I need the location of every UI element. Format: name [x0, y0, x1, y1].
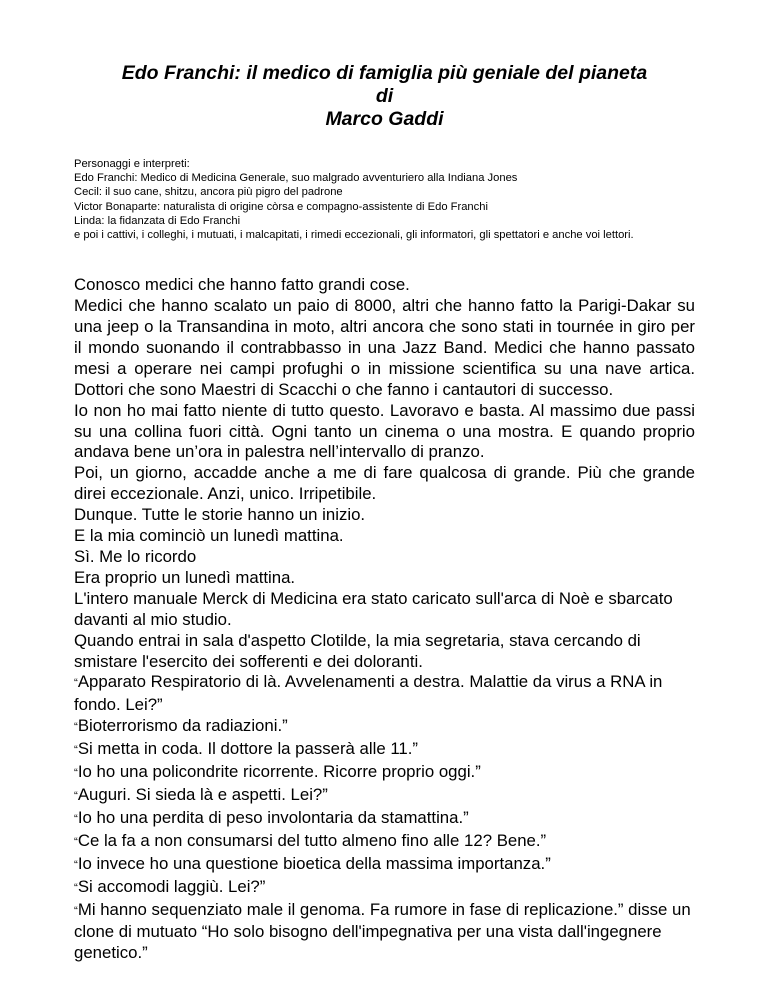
- cast-item: Cecil: il suo cane, shitzu, ancora più pigro del padrone: [74, 186, 343, 199]
- dialogue-line: [74, 808, 695, 831]
- paragraph: L'intero manuale Merck di Medicina era stato caricato sull'arca di Noè e sbarcato davanti al mio studio.: [74, 588, 673, 629]
- paragraph: Dunque. Tutte le storie hanno un inizio.: [74, 505, 366, 525]
- dialogue-line: [74, 831, 695, 854]
- title-di: di: [375, 85, 394, 107]
- dialogue-line: [74, 672, 695, 716]
- dialogue-text: Mi hanno sequenziato male il genoma. Fa rumore in fase di replicazione.” disse un clone di mutuato “Ho solo bisogno dell'impegnativa per una vista dall'ingegnere genetico.”: [74, 899, 691, 963]
- dialogue-text: Si metta in coda. Il dottore la passerà alle 11.”: [77, 739, 418, 759]
- open-quote: “: [74, 836, 78, 849]
- dialogue-text: Io invece ho una questione bioetica della massima importanza.”: [77, 853, 551, 873]
- open-quote: “: [74, 678, 78, 691]
- cast-heading: Personaggi e interpreti:: [74, 158, 190, 170]
- dialogue-line: [74, 877, 695, 900]
- paragraph: Era proprio un lunedì mattina.: [74, 567, 296, 587]
- paragraph: E la mia cominciò un lunedì mattina.: [74, 526, 344, 546]
- dialogue-text: Si accomodi laggiù. Lei?”: [77, 876, 266, 896]
- document-page: [74, 62, 695, 964]
- dialogue-text: Bioterrorismo da radiazioni.”: [77, 716, 288, 736]
- cast-list: [74, 157, 695, 242]
- dialogue-text: Ce la fa a non consumarsi del tutto almeno fino alle 12? Bene.”: [77, 830, 547, 850]
- dialogue-text: Apparato Respiratorio di là. Avvelenamenti a destra. Malattie da virus a RNA in fondo. Lei?”: [74, 672, 663, 715]
- cast-item: e poi i cattivi, i colleghi, i mutuati, i malcapitati, i rimedi eccezionali, gli informatori, gli spettatori e anche voi lettori.: [74, 229, 634, 242]
- cast-item: Linda: la fidanzata di Edo Franchi: [74, 214, 241, 227]
- paragraph: Conosco medici che hanno fatto grandi cose.: [74, 275, 410, 295]
- paragraph: Quando entrai in sala d'aspetto Clotilde, la mia segretaria, stava cercando di smistare l'esercito dei sofferenti e dei doloranti.: [74, 630, 641, 671]
- dialogue-line: [74, 900, 695, 965]
- paragraph: Sì. Me lo ricordo: [74, 547, 197, 566]
- dialogue-text: Auguri. Si sieda là e aspetti. Lei?”: [77, 784, 328, 804]
- dialogue-line: [74, 739, 695, 762]
- dialogue-line: [74, 762, 695, 785]
- title-author: Marco Gaddi: [325, 108, 444, 130]
- dialogue-line: [74, 716, 695, 739]
- open-quote: “: [74, 813, 78, 826]
- paragraph: Medici che hanno scalato un paio di 8000, altri che hanno fatto la Parigi-Dakar su una jeep o la Transandina in moto, altri ancora che sono stati in tournée in giro per il mondo suonando il contrabbasso in una Jazz Band. Medici che hanno passato mesi a operare nei campi profughi o in missione scientifica su una nave artica. Dottori che sono Maestri di Scacchi o che fanno i cantautori di successo.: [74, 296, 695, 399]
- dialogue-text: Io ho una perdita di peso involontaria da stamattina.”: [77, 807, 469, 827]
- open-quote: “: [74, 859, 78, 872]
- dialogue-line: [74, 785, 695, 808]
- paragraph: Io non ho mai fatto niente di tutto questo. Lavoravo e basta. Al massimo due passi su una collina fuori città. Ogni tanto un cinema o una mostra. E quando proprio andava bene un’ora in palestra nell’intervallo di pranzo.: [74, 400, 695, 462]
- open-quote: “: [74, 882, 78, 895]
- title-main: Edo Franchi: il medico di famiglia più geniale del pianeta: [121, 62, 648, 84]
- dialogue-line: [74, 854, 695, 877]
- document-title: [74, 62, 695, 131]
- cast-item: Edo Franchi: Medico di Medicina Generale, suo malgrado avventuriero alla Indiana Jones: [74, 172, 518, 185]
- open-quote: “: [74, 905, 78, 918]
- paragraph: Poi, un giorno, accadde anche a me di fare qualcosa di grande. Più che grande direi eccezionale. Anzi, unico. Irripetibile.: [74, 463, 695, 504]
- cast-item: Victor Bonaparte: naturalista di origine còrsa e compagno-assistente di Edo Franchi: [74, 200, 488, 213]
- open-quote: “: [74, 745, 78, 758]
- story-body: [74, 275, 695, 964]
- open-quote: “: [74, 722, 78, 735]
- dialogue-text: Io ho una policondrite ricorrente. Ricorre proprio oggi.”: [77, 762, 481, 782]
- open-quote: “: [74, 790, 78, 803]
- open-quote: “: [74, 768, 78, 781]
